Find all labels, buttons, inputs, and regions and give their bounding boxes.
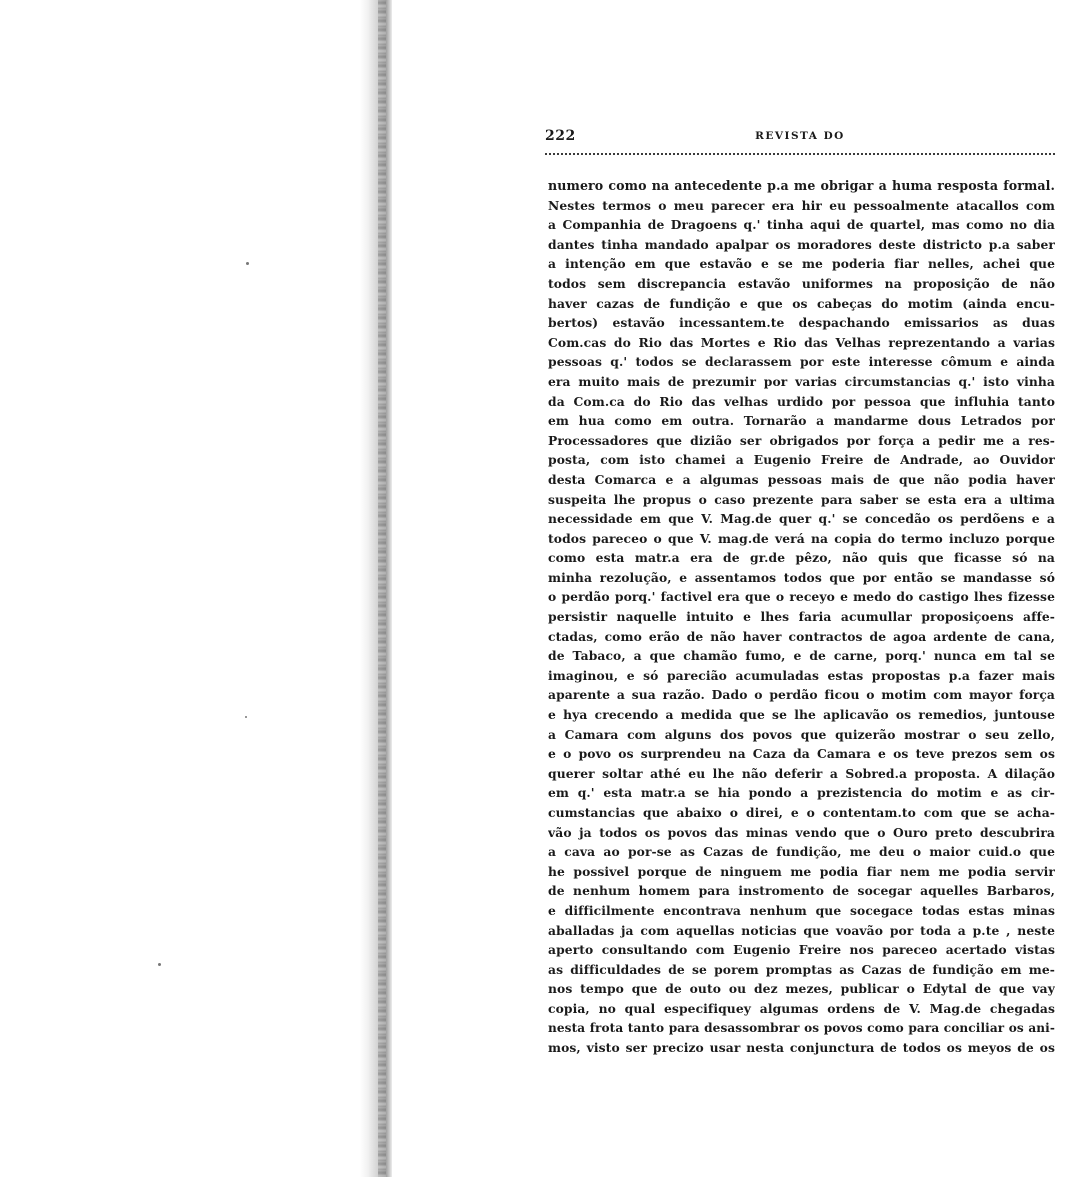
text-line: de Tabaco, a que chamão fumo, e de carne, porq.' nunca em tal se — [548, 648, 1055, 664]
text-line: copia, no qual especifiquey algumas ordens de V. Mag.de chegadas — [548, 1000, 1055, 1016]
text-line: desta Comarca e a algumas pessoas mais de que não podia haver — [548, 471, 1055, 487]
text-line: nesta frota tanto para desassombrar os povos como para conciliar os ani- — [548, 1020, 1055, 1035]
header-rule — [545, 153, 1055, 155]
text-line: aballadas ja com aquellas noticias que voavão por toda a p.te , neste — [548, 922, 1055, 938]
text-line: persistir naquelle intuito e lhes faria acumullar proposiçoens affe- — [548, 609, 1055, 625]
text-line: e hya crecendo a medida que se lhe aplicavão os remedios, juntouse — [548, 707, 1055, 723]
text-line: em q.' esta matr.a se hia pondo a prezistencia do motim e as cir- — [548, 785, 1055, 801]
scan-speck — [158, 963, 161, 966]
text-line: he possivel porque de ninguem me podia fiar nem me podia servir — [548, 863, 1055, 879]
text-line: aparente a sua razão. Dado o perdão ficou o motim com mayor força — [548, 687, 1055, 703]
text-line: as difficuldades de se porem promptas as Cazas de fundição em me- — [548, 961, 1055, 977]
text-line: vão ja todos os povos das minas vendo que o Ouro preto descubrira — [548, 824, 1055, 840]
text-line: Processadores que dizião ser obrigados por força a pedir me a res- — [548, 432, 1055, 448]
text-line: nos tempo que de outo ou dez mezes, publicar o Edytal de que vay — [548, 981, 1055, 997]
text-line: era muito mais de prezumir por varias circumstancias q.' isto vinha — [548, 373, 1055, 389]
page-number: 222 — [545, 128, 576, 144]
text-line: mos, visto ser precizo usar nesta conjunctura de todos os meyos de os — [548, 1040, 1055, 1056]
text-line: necessidade em que V. Mag.de quer q.' se concedão os perdõens e a — [548, 511, 1055, 527]
scan-speck — [245, 716, 247, 718]
text-line: querer soltar athé eu lhe não deferir a Sobred.a proposta. A dilação — [548, 765, 1055, 781]
text-line: ctadas, como erão de não haver contractos de agoa ardente de cana, — [548, 628, 1055, 644]
text-line: Nestes termos o meu parecer era hir eu pessoalmente atacallos com — [548, 197, 1055, 213]
text-line: imaginou, e só parecião acumuladas estas propostas p.a fazer mais — [548, 667, 1055, 683]
text-line: haver cazas de fundição e que os cabeças do motim (ainda encu- — [548, 295, 1055, 311]
text-line: suspeita lhe propus o caso prezente para saber se esta era a ultima — [548, 491, 1055, 507]
binding-gutter-shadow — [360, 0, 392, 1177]
text-line: de nenhum homem para instromento de socegar aquelles Barbaros, — [548, 883, 1055, 899]
text-line: o perdão porq.' factivel era que o receyo e medo do castigo lhes fizesse — [548, 589, 1055, 605]
text-line: bertos) estavão incessantem.te despachando emissarios as duas — [548, 315, 1055, 331]
text-line: cumstancias que abaixo o direi, e o contentam.to com que se acha- — [548, 805, 1055, 820]
text-line: e o povo os surprendeu na Caza da Camara e os teve prezos sem os — [548, 746, 1055, 762]
text-line: minha rezolução, e assentamos todos que por então se mandasse só — [548, 569, 1055, 585]
text-line: todos pareceo o que V. mag.de verá na copia do termo incluzo porque — [548, 530, 1055, 546]
text-line: aperto consultando com Eugenio Freire nos pareceo acertado vistas — [548, 942, 1055, 958]
text-line: a cava ao por-se as Cazas de fundição, me deu o maior cuid.o que — [548, 844, 1055, 860]
page-header — [545, 128, 1055, 152]
text-line: como esta matr.a era de gr.de pêzo, não quis que ficasse só na — [548, 550, 1055, 566]
text-line: Com.cas do Rio das Mortes e Rio das Velhas reprezentando a varias — [548, 334, 1055, 350]
running-title: REVISTA DO — [755, 130, 845, 142]
text-line: da Com.ca do Rio das velhas urdido por pessoa que influhia tanto — [548, 393, 1055, 409]
binding-gutter-edge — [378, 0, 386, 1177]
text-line: numero como na antecedente p.a me obrigar a huma resposta formal. — [548, 178, 1055, 193]
body-text — [548, 176, 1055, 1058]
text-line: em hua como em outra. Tornarão a mandarme dous Letrados por — [548, 413, 1055, 429]
scan-speck — [246, 262, 249, 265]
text-line: a Companhia de Dragoens q.' tinha aqui de quartel, mas como no dia — [548, 217, 1055, 233]
text-line: posta, com isto chamei a Eugenio Freire de Andrade, ao Ouvidor — [548, 452, 1055, 468]
text-line: dantes tinha mandado apalpar os moradores deste districto p.a saber — [548, 236, 1055, 252]
text-line: a intenção em que estavão e se me poderia fiar nelles, achei que — [548, 256, 1055, 272]
text-line: pessoas q.' todos se declarassem por este interesse cômum e ainda — [548, 354, 1055, 370]
text-line: e difficilmente encontrava nenhum que socegace todas estas minas — [548, 902, 1055, 918]
text-line: todos sem discrepancia estavão uniformes na proposição de não — [548, 275, 1055, 291]
text-line: a Camara com alguns dos povos que quizerão mostrar o seu zello, — [548, 726, 1055, 742]
